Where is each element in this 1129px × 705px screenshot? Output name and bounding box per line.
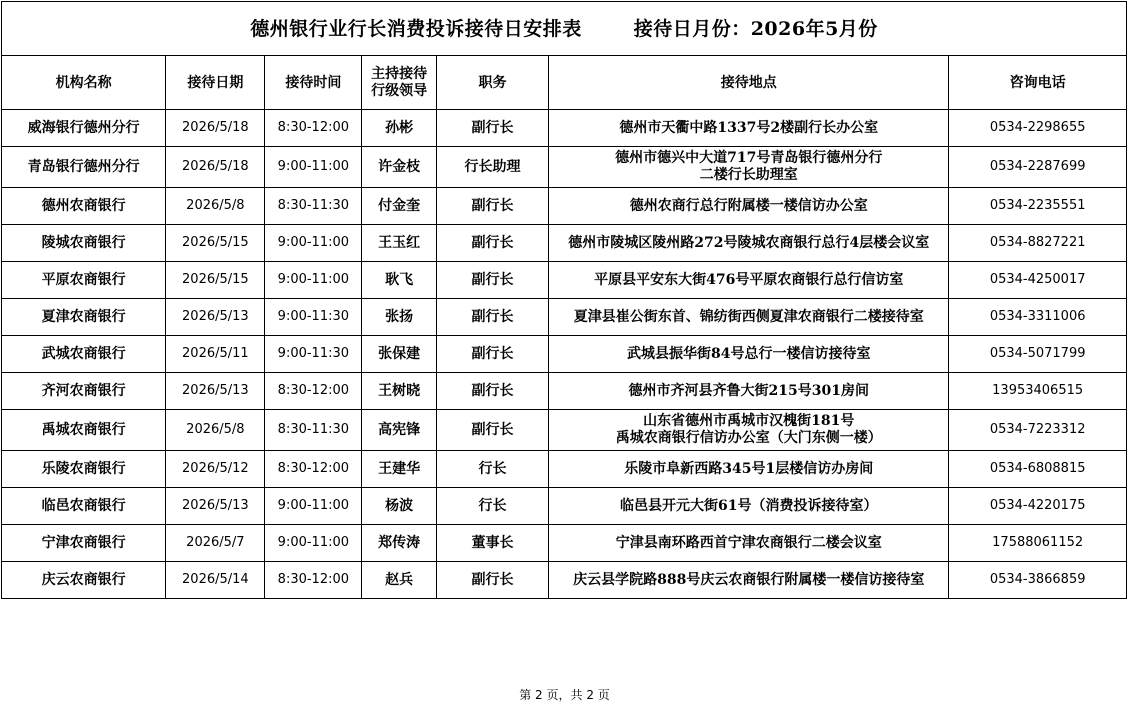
cell-date: 2026/5/13 [166,488,265,525]
cell-position: 副行长 [436,262,548,299]
cell-place [549,262,949,299]
cell-time: 9:00-11:00 [265,262,362,299]
cell-position: 副行长 [436,188,548,225]
cell-place [549,336,949,373]
cell-leader: 王玉红 [362,225,437,262]
cell-org: 夏津农商银行 [2,299,166,336]
table-row [2,562,1127,599]
cell-date: 2026/5/14 [166,562,265,599]
cell-date: 2026/5/15 [166,262,265,299]
cell-place [549,525,949,562]
cell-time: 9:00-11:00 [265,525,362,562]
title-month: 接待日月份：2026年5月份 [633,17,878,40]
cell-date: 2026/5/18 [166,110,265,147]
cell-place [549,410,949,451]
cell-position: 副行长 [436,410,548,451]
table-row [2,488,1127,525]
cell-leader: 王建华 [362,451,437,488]
place-line: 武城县振华街84号总行一楼信访接待室 [626,345,871,362]
cell-date: 2026/5/15 [166,225,265,262]
cell-phone: 0534-3866859 [949,562,1127,599]
cell-leader: 张扬 [362,299,437,336]
header-position: 职务 [436,56,548,110]
cell-leader: 郑传涛 [362,525,437,562]
cell-time: 8:30-12:00 [265,451,362,488]
place-line: 德州农商行总行附属楼一楼信访办公室 [629,197,868,214]
cell-org: 青岛银行德州分行 [2,147,166,188]
cell-position: 副行长 [436,336,548,373]
cell-time: 8:30-12:00 [265,110,362,147]
cell-place [549,451,949,488]
cell-phone: 0534-4250017 [949,262,1127,299]
cell-org: 威海银行德州分行 [2,110,166,147]
cell-position: 行长 [436,451,548,488]
cell-place [549,188,949,225]
title-main: 德州银行业行长消费投诉接待日安排表 [250,17,582,40]
cell-position: 副行长 [436,110,548,147]
cell-phone: 0534-4220175 [949,488,1127,525]
cell-leader: 赵兵 [362,562,437,599]
table-row [2,336,1127,373]
cell-phone: 0534-3311006 [949,299,1127,336]
header-phone: 咨询电话 [949,56,1127,110]
cell-org: 临邑农商银行 [2,488,166,525]
cell-phone: 0534-6808815 [949,451,1127,488]
cell-place [549,110,949,147]
header-leader: 主持接待行级领导 [362,56,437,110]
cell-place [549,147,949,188]
table-header [2,56,1127,110]
cell-phone: 17588061152 [949,525,1127,562]
place-line: 临邑县开元大街61号（消费投诉接待室） [619,497,878,514]
place-line: 乐陵市阜新西路345号1层楼信访办房间 [624,460,874,477]
cell-org: 德州农商银行 [2,188,166,225]
table-row [2,225,1127,262]
cell-leader: 王树晓 [362,373,437,410]
cell-position: 行长 [436,488,548,525]
table-row [2,373,1127,410]
cell-org: 齐河农商银行 [2,373,166,410]
cell-leader: 许金枝 [362,147,437,188]
table-row [2,110,1127,147]
cell-time: 9:00-11:00 [265,488,362,525]
table-row [2,410,1127,451]
header-org: 机构名称 [2,56,166,110]
place-line: 山东省德州市禹城市汉槐街181号 [643,413,855,429]
cell-date: 2026/5/13 [166,299,265,336]
header-date: 接待日期 [166,56,265,110]
table-row [2,451,1127,488]
cell-time: 8:30-12:00 [265,373,362,410]
cell-date: 2026/5/8 [166,410,265,451]
cell-place [549,299,949,336]
cell-place [549,488,949,525]
cell-date: 2026/5/18 [166,147,265,188]
table-row [2,525,1127,562]
place-line: 庆云县学院路888号庆云农商银行附属楼一楼信访接待室 [573,571,925,588]
cell-time: 9:00-11:00 [265,225,362,262]
cell-date: 2026/5/11 [166,336,265,373]
cell-time: 8:30-12:00 [265,562,362,599]
cell-phone: 0534-2287699 [949,147,1127,188]
header-place: 接待地点 [549,56,949,110]
place-line: 宁津县南环路西首宁津农商银行二楼会议室 [615,534,882,551]
cell-position: 副行长 [436,562,548,599]
cell-leader: 孙彬 [362,110,437,147]
header-time: 接待时间 [265,56,362,110]
cell-phone: 0534-2235551 [949,188,1127,225]
cell-phone: 0534-7223312 [949,410,1127,451]
cell-position: 副行长 [436,299,548,336]
cell-place [549,373,949,410]
cell-phone: 13953406515 [949,373,1127,410]
cell-position: 副行长 [436,373,548,410]
cell-date: 2026/5/8 [166,188,265,225]
cell-org: 陵城农商银行 [2,225,166,262]
cell-date: 2026/5/12 [166,451,265,488]
cell-time: 9:00-11:30 [265,336,362,373]
table-row [2,147,1127,188]
cell-org: 武城农商银行 [2,336,166,373]
cell-place [549,562,949,599]
place-line: 二楼行长助理室 [699,167,798,183]
cell-phone: 0534-8827221 [949,225,1127,262]
cell-position: 董事长 [436,525,548,562]
cell-org: 禹城农商银行 [2,410,166,451]
place-line: 平原县平安东大街476号平原农商银行总行信访室 [594,271,904,288]
place-line: 德州市德兴中大道717号青岛银行德州分行 [615,150,883,166]
cell-phone: 0534-5071799 [949,336,1127,373]
cell-leader: 高宪锋 [362,410,437,451]
place-line: 德州市天衢中路1337号2楼副行长办公室 [619,119,879,136]
cell-time: 9:00-11:30 [265,299,362,336]
cell-date: 2026/5/7 [166,525,265,562]
cell-position: 副行长 [436,225,548,262]
place-line: 德州市陵城区陵州路272号陵城农商银行总行4层楼会议室 [568,234,930,251]
page-footer: 第 2 页，共 2 页 [519,688,610,702]
table-row [2,299,1127,336]
cell-phone: 0534-2298655 [949,110,1127,147]
cell-leader: 耿飞 [362,262,437,299]
table-row [2,262,1127,299]
place-line: 德州市齐河县齐鲁大街215号301房间 [628,382,869,399]
cell-time: 9:00-11:00 [265,147,362,188]
page-title [2,2,1127,56]
cell-leader: 张保建 [362,336,437,373]
cell-date: 2026/5/13 [166,373,265,410]
cell-place [549,225,949,262]
cell-time: 8:30-11:30 [265,410,362,451]
cell-leader: 杨波 [362,488,437,525]
cell-org: 庆云农商银行 [2,562,166,599]
place-line: 禹城农商银行信访办公室（大门东侧一楼） [615,430,882,446]
cell-org: 平原农商银行 [2,262,166,299]
cell-org: 宁津农商银行 [2,525,166,562]
place-line: 夏津县崔公街东首、锦纺街西侧夏津农商银行二楼接待室 [573,308,924,325]
cell-org: 乐陵农商银行 [2,451,166,488]
cell-time: 8:30-11:30 [265,188,362,225]
cell-leader: 付金奎 [362,188,437,225]
schedule-table [1,1,1127,599]
cell-position: 行长助理 [436,147,548,188]
table-row [2,188,1127,225]
